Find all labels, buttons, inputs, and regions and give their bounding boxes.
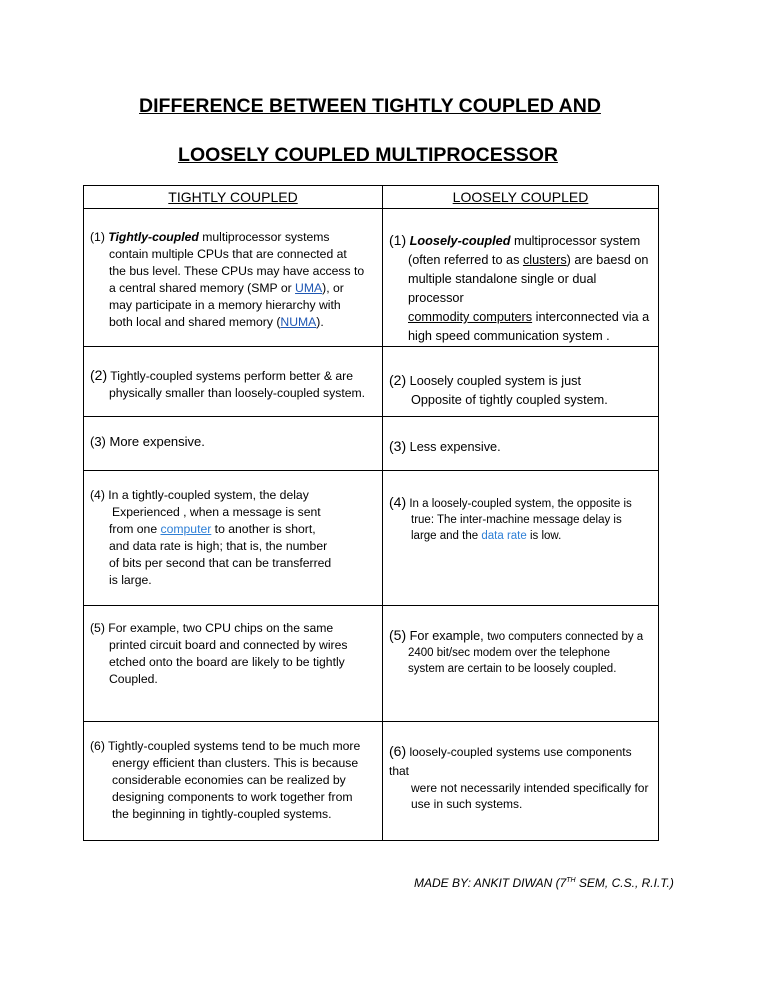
table-row (84, 722, 659, 841)
commodity-computers-link[interactable]: commodity computers (408, 310, 533, 324)
loosely-cell-2: (2) Loosely coupled system is just Opposite of tightly coupled system. (383, 347, 659, 417)
term-loosely-coupled: Loosely-coupled (409, 234, 511, 248)
loosely-cell-6: (6) loosely-coupled systems use components that were not necessarily intended specifically for use in such systems. (383, 722, 659, 841)
table-row (84, 347, 659, 417)
clusters-link[interactable]: clusters (522, 253, 567, 267)
table-row (84, 471, 659, 606)
header-row (84, 186, 659, 209)
loosely-cell-5: (5) For example, two computers connected by a 2400 bit/sec modem over the telephone system are certain to be loosely coupled. (383, 606, 659, 722)
tightly-cell-6: (6) Tightly-coupled systems tend to be much more energy efficient than clusters. This is because considerable economies can be realized by designing components to work together from the beginning in tightly-coupled systems. (84, 722, 383, 841)
table-row (84, 606, 659, 722)
table-row (84, 209, 659, 347)
data-link[interactable]: data (481, 529, 504, 542)
header-loosely-coupled: LOOSELY COUPLED (383, 186, 659, 209)
loosely-cell-4: (4) In a loosely-coupled system, the opposite is true: The inter-machine message delay is large and the data rate is low. (383, 471, 659, 606)
table-row (84, 417, 659, 471)
title-line-2: LOOSELY COUPLED MULTIPROCESSOR (178, 144, 558, 166)
tightly-cell-2: (2) Tightly-coupled systems perform better & are physically smaller than loosely-coupled system. (84, 347, 383, 417)
comparison-table (83, 185, 659, 841)
tightly-cell-5: (5) For example, two CPU chips on the same printed circuit board and connected by wires etched onto the board are likely to be tightly Coupled. (84, 606, 383, 722)
loosely-cell-3: (3) Less expensive. (383, 417, 659, 471)
tightly-cell-3: (3) More expensive. (84, 417, 383, 471)
loosely-cell-1: (1) Loosely-coupled multiprocessor system (often referred to as clusters) are baesd on multiple standalone single or dual processor commodity computers interconnected via a high speed communication system . (383, 209, 659, 347)
tightly-cell-4: (4) In a tightly-coupled system, the delay Experienced , when a message is sent from one computer to another is short, and data rate is high; that is, the number of bits per second that can be transferred is large. (84, 471, 383, 606)
rate-link[interactable]: rate (506, 529, 527, 542)
computer-link[interactable]: computer (160, 522, 212, 536)
numa-link[interactable]: NUMA (280, 315, 317, 329)
header-tightly-coupled: TIGHTLY COUPLED (84, 186, 383, 209)
author-credit: MADE BY: ANKIT DIWAN (7TH SEM, C.S., R.I.T.) (414, 876, 674, 890)
term-tightly-coupled: Tightly-coupled (108, 230, 199, 244)
uma-link[interactable]: UMA (295, 281, 323, 295)
title-line-1: DIFFERENCE BETWEEN TIGHTLY COUPLED AND (139, 95, 601, 117)
tightly-cell-1: (1) Tightly-coupled multiprocessor systems contain multiple CPUs that are connected at the bus level. These CPUs may have access to a central shared memory (SMP or UMA), or may participate in a memory hierarchy with both local and shared memory (NUMA). (84, 209, 383, 347)
